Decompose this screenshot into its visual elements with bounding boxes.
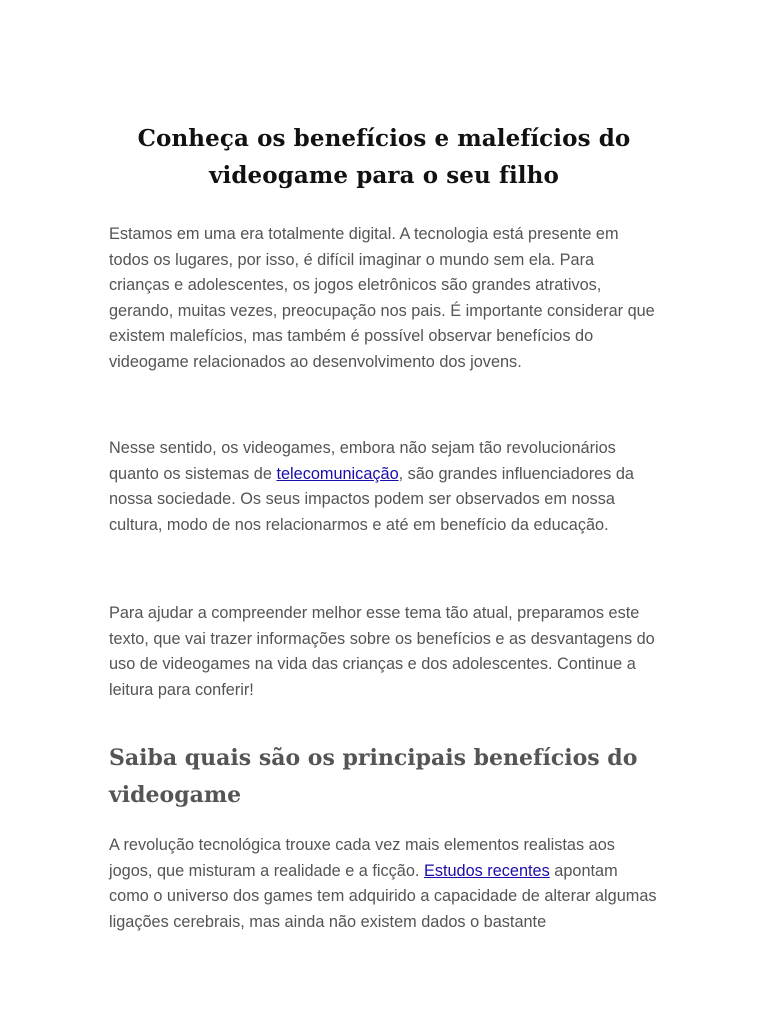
intro-paragraph: Estamos em uma era totalmente digital. A tecnologia está presente em todos os lugares, por isso, é difícil imaginar o mundo sem ela. Para crianças e adolescentes, os jogos eletrônicos são grandes atrativos, gerando, muitas vezes, preocupação nos pais. É importante considerar que existem malefícios, mas também é possível observar benefícios do videogame relacionados ao desenvolvimento dos jovens. <box>109 225 655 371</box>
recent-studies-link[interactable]: Estudos recentes <box>423 861 550 880</box>
article-title: Conheça os benefícios e malefícios do videogame para o seu filho <box>137 125 631 189</box>
purpose-paragraph: Para ajudar a compreender melhor esse tema tão atual, preparamos este texto, que vai trazer informações sobre os benefícios e as desvantagens do uso de videogames na vida das crianças e dos adolescentes. Continue a leitura para conferir! <box>109 604 655 699</box>
context-paragraph-text-start: Nesse sentido, os videogames, embora não sejam tão revolucionários quanto os sistemas de <box>109 439 616 483</box>
benefits-paragraph <box>109 833 659 935</box>
context-paragraph <box>109 436 659 538</box>
telecommunication-link[interactable]: telecomunicação <box>276 464 399 483</box>
context-paragraph-text-end: , são grandes influenciadores da nossa sociedade. Os seus impactos podem ser observados em nossa cultura, modo de nos relacionarmos e até em benefício da educação. <box>109 464 634 534</box>
benefits-paragraph-text-start: A revolução tecnológica trouxe cada vez mais elementos realistas aos jogos, que misturam a realidade e a ficção. <box>109 836 615 880</box>
benefits-paragraph-text-end: apontam como o universo dos games tem adquirido a capacidade de alterar algumas ligações cerebrais, mas ainda não existem dados o bastante <box>109 861 657 931</box>
section-heading-benefits: Saiba quais são os principais benefícios do videogame <box>109 745 638 808</box>
